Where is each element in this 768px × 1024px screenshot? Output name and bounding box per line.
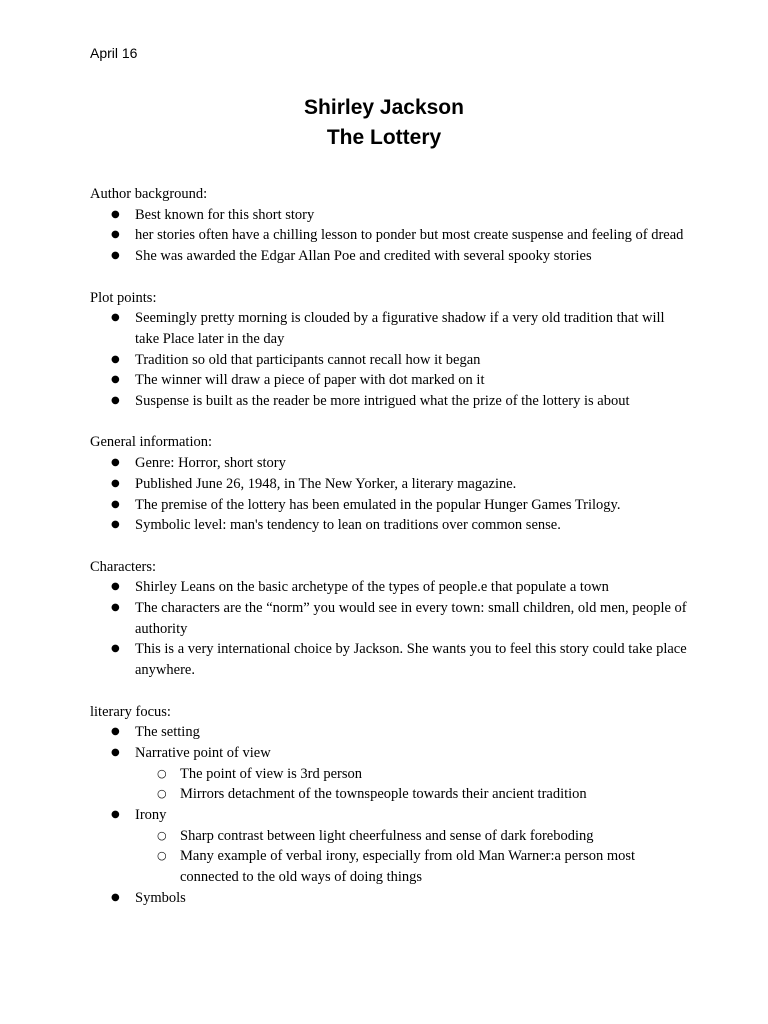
section-heading: literary focus: [90, 703, 171, 720]
title-story: The Lottery [326, 126, 442, 149]
sub-bullet-list [135, 826, 690, 888]
document-title [0, 93, 768, 153]
list-item: ● Suspense is built as the reader be more intrigued what the prize of the lottery is about [90, 391, 690, 412]
notes-body [90, 184, 690, 929]
section-characters [90, 557, 690, 681]
section-plot-points [90, 288, 690, 412]
list-item-text: Irony [135, 807, 167, 824]
section-literary-focus [90, 702, 690, 909]
section-general-information [90, 432, 690, 536]
bullet-list [90, 453, 690, 536]
bullet-list [90, 577, 690, 681]
list-item: ● Published June 26, 1948, in The New Yorker, a literary magazine. [90, 474, 690, 495]
sub-list-item: ○ Mirrors detachment of the townspeople towards their ancient tradition [135, 784, 690, 805]
list-item [90, 743, 690, 805]
list-item: ● This is a very international choice by Jackson. She wants you to feel this story could take place anywhere. [90, 639, 690, 680]
list-item [90, 722, 690, 743]
section-heading: Plot points: [90, 289, 157, 306]
list-item: ● The characters are the “norm” you would see in every town: small children, old men, people of authority [90, 598, 690, 639]
bullet-list [90, 205, 690, 267]
list-item: ● She was awarded the Edgar Allan Poe and credited with several spooky stories [90, 246, 690, 267]
section-heading: Characters: [90, 558, 157, 575]
section-heading: Author background: [90, 186, 208, 202]
sub-bullet-list [135, 764, 690, 805]
bullet-list [90, 722, 690, 908]
list-item [90, 888, 690, 909]
list-item: ● Shirley Leans on the basic archetype of the types of people.e that populate a town [90, 577, 690, 598]
sub-list-item: ○ Many example of verbal irony, especially from old Man Warner:a person most connected to the old ways of doing things [135, 846, 690, 887]
list-item: ● Best known for this short story [90, 205, 690, 226]
document-date: April 16 [90, 45, 138, 61]
list-item: ● Seemingly pretty morning is clouded by a figurative shadow if a very old tradition that will take Place later in the day [90, 308, 690, 349]
section-heading: General information: [90, 434, 212, 451]
list-item [90, 805, 690, 888]
sub-list-item: ○ Sharp contrast between light cheerfulness and sense of dark foreboding [135, 826, 690, 847]
list-item-text: Narrative point of view [135, 744, 271, 761]
list-item-text: Symbols [135, 889, 186, 906]
list-item: ● Symbolic level: man's tendency to lean on traditions over common sense. [90, 515, 690, 536]
sub-list-item: ○ The point of view is 3rd person [135, 764, 690, 785]
list-item: ● The winner will draw a piece of paper with dot marked on it [90, 370, 690, 391]
bullet-list [90, 308, 690, 412]
list-item: ● Genre: Horror, short story [90, 453, 690, 474]
list-item: ● The premise of the lottery has been emulated in the popular Hunger Games Trilogy. [90, 495, 690, 516]
section-author-background [90, 184, 690, 267]
list-item-text: The setting [135, 724, 200, 741]
list-item: ● Tradition so old that participants cannot recall how it began [90, 350, 690, 371]
title-author: Shirley Jackson [304, 96, 464, 119]
list-item: ● her stories often have a chilling lesson to ponder but most create suspense and feeling of dread [90, 225, 690, 246]
